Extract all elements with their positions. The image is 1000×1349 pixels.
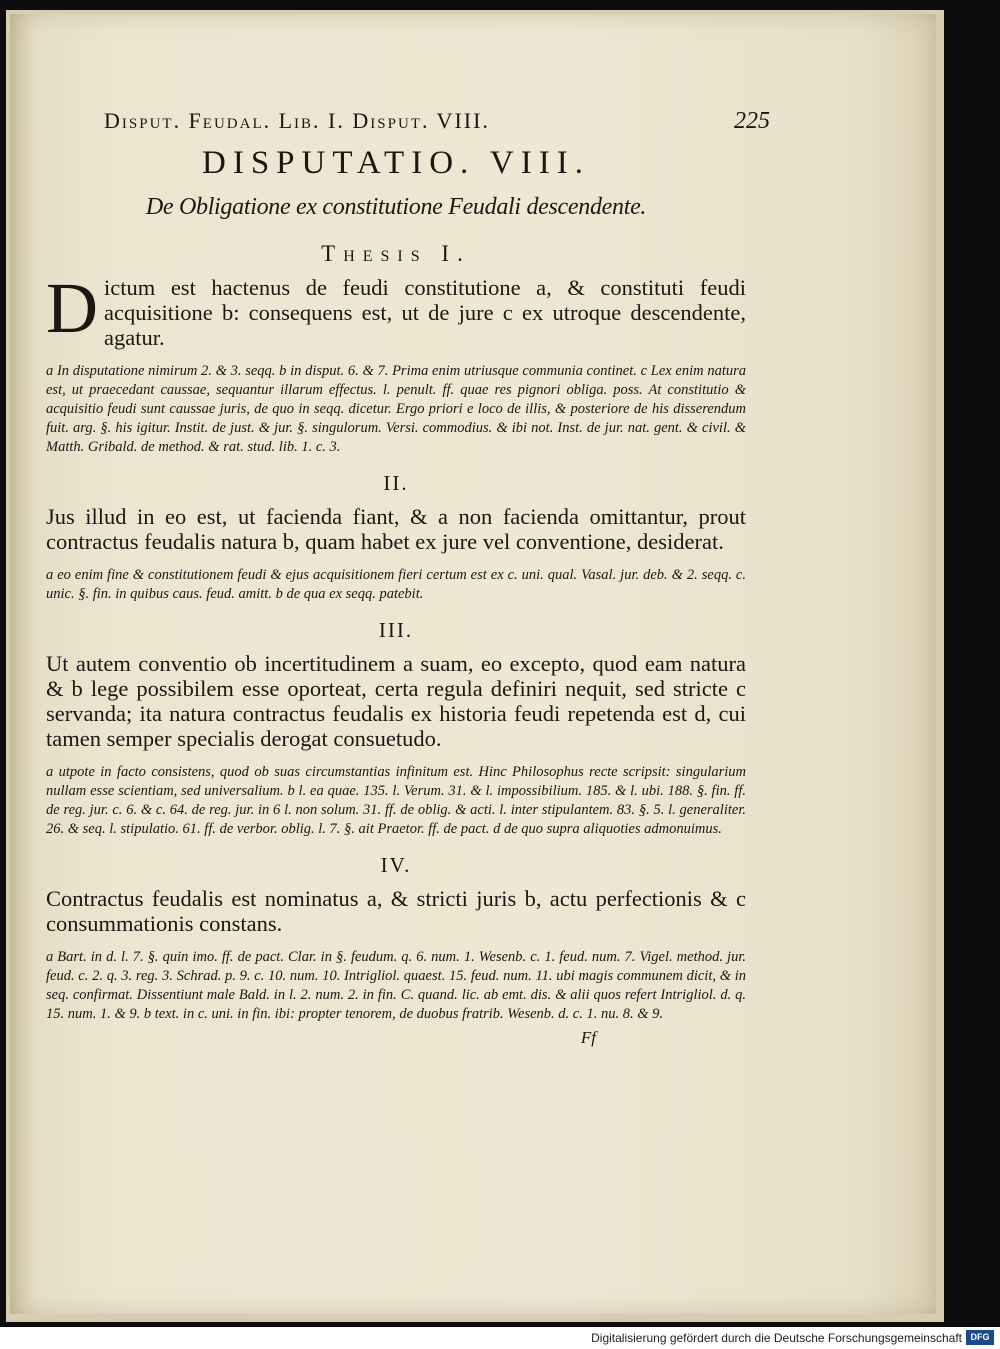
thesis-3-text: Ut autem conventio ob incertitudinem a suam, eo excepto, quod eam natura & b lege possibilem esse oporteat, certa regula definiri nequit, sed stricte c servanda; ita natura contractus feudalis ex historia feudi repetenda est d, cui tamen semper specialis derogat consuetudo. [46,651,746,751]
thesis-1-text [46,268,746,350]
drop-cap: D [46,268,98,348]
page-content [46,108,770,1048]
running-head-title: Disput. Feudal. Lib. I. Disput. VIII. [104,108,490,133]
thesis-2-text: Jus illud in eo est, ut facienda fiant, & a non facienda omittantur, prout contractus feudalis natura b, quam habet ex jure vel conventione, desiderat. [46,504,746,554]
thesis-1-notes: a In disputatione nimirum 2. & 3. seqq. b in disput. 6. & 7. Prima enim utriusque communia continet. c Lex enim natura est, ut praecedant caussae, sequantur illarum effectus. l. penult. ff. quae res pignori obliga. poss. At constitutio & acquisitio feudi sunt caussae juris, de quo in seqq. dicetur. Ergo priori e loco de illis, & posteriore de his disserendum fuit. arg. §. his igitur. Instit. de just. & jur. §. singulorum. Versi. commodius. & ibi not. Inst. de jur. nat. gent. & civil. & Matth. Gribald. de method. & rat. stud. lib. 1. c. 3. [46,363,746,455]
thesis-3-number: III. [378,618,414,642]
footer-bar [0,1327,1000,1349]
running-head [104,108,770,135]
thesis-1-body: ictum est hactenus de feudi constitutione a, & constituti feudi acquisitione b: consequens est, ut de jure c ex utroque descendente, agatur. [104,275,746,350]
chapter-subtitle: De Obligatione ex constitutione Feudali descendente. [145,194,647,220]
thesis-4-text: Contractus feudalis est nominatus a, & stricti juris b, actu perfectionis & c consummationis constans. [46,886,746,936]
thesis-3-notes: a utpote in facto consistens, quod ob suas circumstantias infinitum est. Hinc Philosophus recte scripsit: singularium nullam esse scientiam, sed universalium. b l. ea quae. 135. l. Verum. 31. & l. impossibilium. 185. & l. ubi. 188. §. fin. ff. de reg. jur. c. 6. & c. 64. de reg. jur. in 6 l. non solum. 31. ff. de oblig. & acti. l. inter stipulantem. 83. §. 5. l. generaliter. 26. & seq. l. stipulatio. 61. ff. de verbor. oblig. l. 7. §. ait Praetor. ff. de pact. d de quo supra aliquoties admonuimus. [46,764,746,837]
dfg-logo-icon: DFG [966,1330,994,1345]
page-number: 225 [734,108,770,134]
book-page [10,14,936,1314]
thesis-2-number: II. [383,471,409,495]
footer-credit: Digitalisierung gefördert durch die Deutsche Forschungsgemeinschaft [591,1331,962,1345]
thesis-4-number: IV. [380,853,412,877]
chapter-title: DISPUTATIO. VIII. [202,145,590,181]
signature-mark: Ff [580,1028,596,1047]
thesis-heading: Thesis I. [321,241,471,266]
thesis-4-notes: a Bart. in d. l. 7. §. quin imo. ff. de pact. Clar. in §. feudum. q. 6. num. 1. Wesenb. c. 1. feud. num. 7. Vigel. method. jur. feud. c. 2. q. 3. reg. 3. Schrad. p. 9. c. 10. num. 10. Intrigliol. quaest. 15. feud. num. 11. ubi magis communem dicit, & in seq. confirmat. Dissentiunt male Bald. in l. 2. num. 2. in fin. C. quand. lic. ab emt. dis. & alii quos refert Intrigliol. d. q. 15. num. 1. & 9. b text. in c. uni. in fin. ibi: propter tenorem, de duobus fratrib. Wesenb. d. c. 1. nu. 8. & 9. [46,949,746,1022]
thesis-2-notes: a eo enim fine & constitutionem feudi & ejus acquisitionem fieri certum est ex c. uni. qual. Vasal. jur. deb. & 2. seqq. c. unic. §. fin. in quibus caus. feud. amitt. b de qua ex seqq. patebit. [46,567,746,602]
